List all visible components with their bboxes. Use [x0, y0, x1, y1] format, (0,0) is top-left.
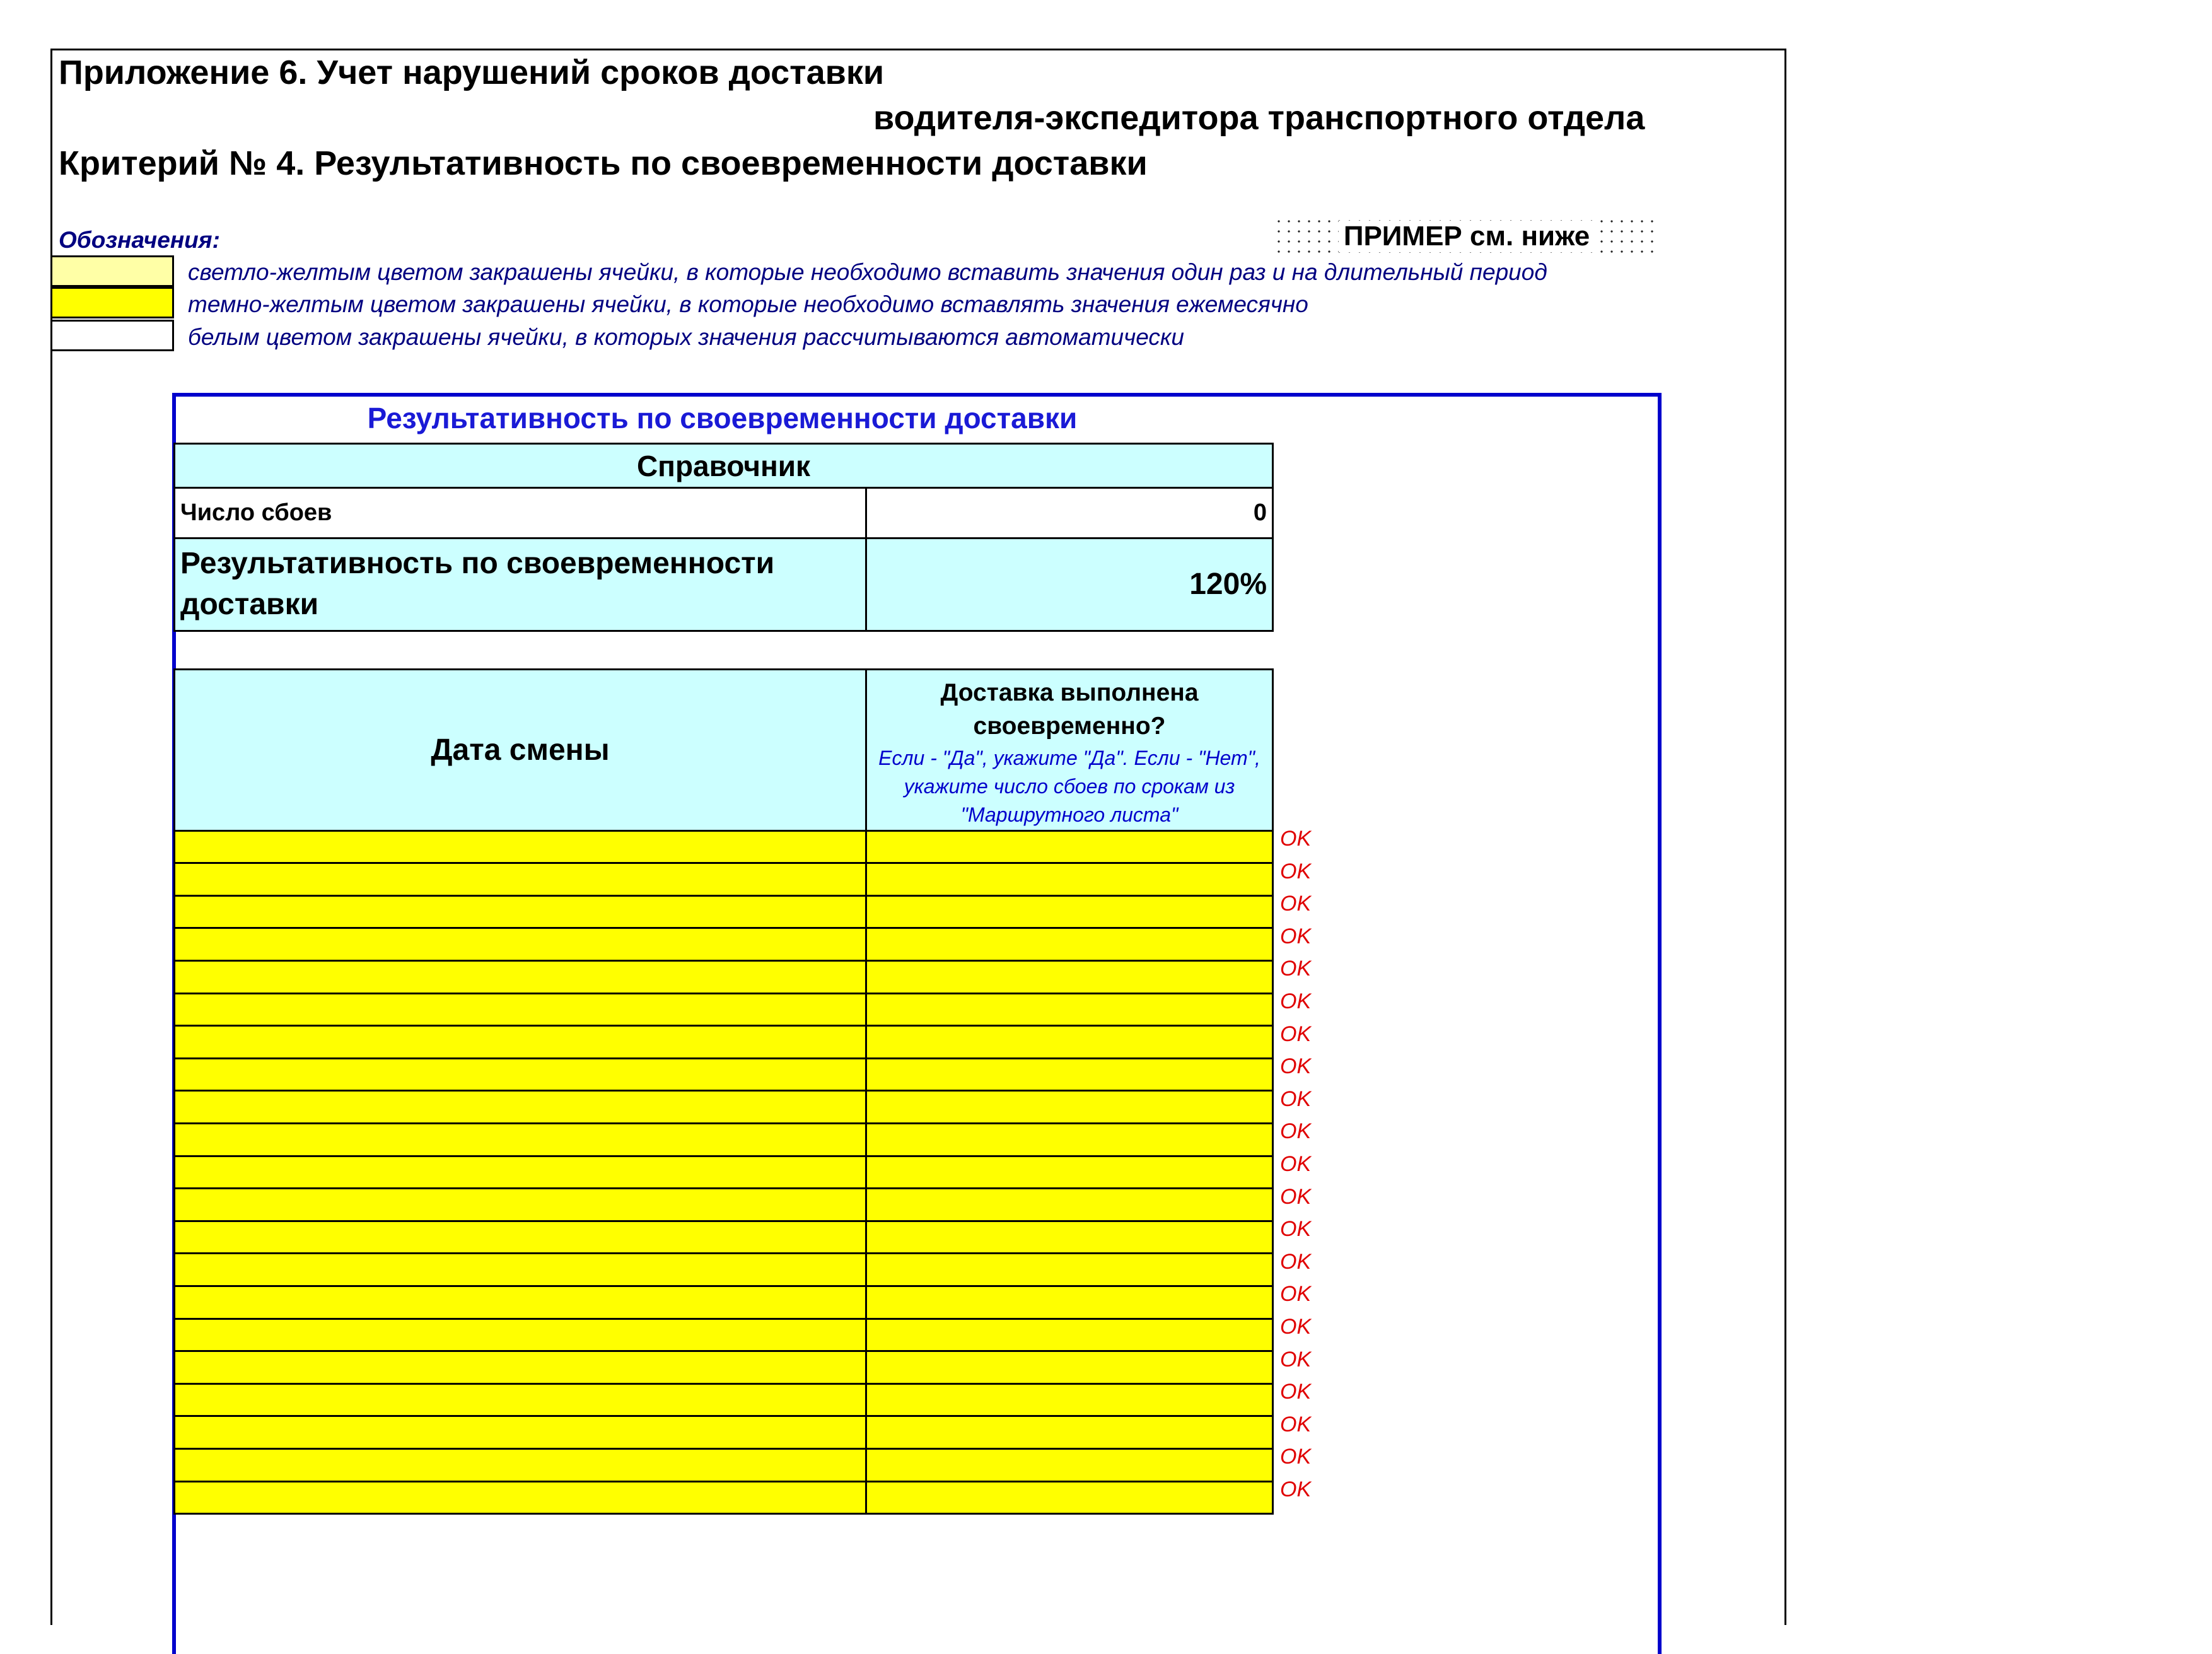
row-status: OK [1280, 827, 1312, 851]
reference-table [173, 443, 1274, 632]
delivery-on-time-cell[interactable] [866, 1383, 1273, 1416]
row-status: OK [1280, 1314, 1312, 1339]
shift-date-cell[interactable] [175, 993, 866, 1026]
effectiveness-value[interactable]: 120% [866, 539, 1273, 631]
row-status: OK [1280, 957, 1312, 981]
row-status: OK [1280, 1380, 1312, 1404]
table-row [175, 830, 1273, 863]
table-row [175, 1091, 1273, 1124]
row-status: OK [1280, 924, 1312, 948]
shift-date-cell[interactable] [175, 1091, 866, 1124]
delivery-on-time-cell[interactable] [866, 1221, 1273, 1254]
table-row [175, 895, 1273, 928]
header-line-1: Приложение 6. Учет нарушений сроков доставки [59, 54, 885, 91]
failures-value[interactable]: 0 [866, 488, 1273, 539]
delivery-on-time-cell[interactable] [866, 1189, 1273, 1221]
delivery-on-time-cell[interactable] [866, 1448, 1273, 1481]
delivery-on-time-cell[interactable] [866, 1351, 1273, 1384]
table-row [175, 1481, 1273, 1514]
row-status: OK [1280, 892, 1312, 916]
table-row [175, 1156, 1273, 1189]
header-line-3: Критерий № 4. Результативность по своевременности доставки [59, 144, 1148, 182]
delivery-on-time-cell[interactable] [866, 1319, 1273, 1351]
column-header-delivery-on-time [866, 670, 1273, 831]
table-row [175, 1351, 1273, 1384]
row-status: OK [1280, 1445, 1312, 1469]
row-status: OK [1280, 1347, 1312, 1372]
row-status: OK [1280, 1217, 1312, 1242]
shift-date-cell[interactable] [175, 1351, 866, 1384]
shift-date-cell[interactable] [175, 1189, 866, 1221]
shift-date-cell[interactable] [175, 1383, 866, 1416]
row-status: OK [1280, 989, 1312, 1013]
legend-swatch-dark-yellow [50, 287, 174, 318]
failures-label: Число сбоев [175, 488, 866, 539]
sample-label: ПРИМЕР см. ниже [1339, 221, 1595, 252]
row-status: OK [1280, 1282, 1312, 1307]
table-row [175, 1026, 1273, 1059]
result-box-title: Результативность по своевременности доставки [367, 402, 1078, 434]
header-line-2: водителя-экспедитора транспортного отдела [873, 99, 1645, 137]
legend-text-dark-yellow: темно-желтым цветом закрашены ячейки, в которые необходимо вставлять значения ежемесячно [188, 291, 1308, 317]
table-row [175, 1383, 1273, 1416]
column-header-shift-date: Дата смены [175, 670, 866, 831]
shift-date-cell[interactable] [175, 1319, 866, 1351]
shift-date-cell[interactable] [175, 1058, 866, 1091]
row-status: OK [1280, 1054, 1312, 1079]
shift-date-cell[interactable] [175, 928, 866, 961]
delivery-on-time-cell[interactable] [866, 993, 1273, 1026]
table-row [175, 1448, 1273, 1481]
table-row [175, 1221, 1273, 1254]
status-column [1274, 823, 1311, 1506]
shift-date-cell[interactable] [175, 1448, 866, 1481]
row-status: OK [1280, 859, 1312, 883]
delivery-on-time-cell[interactable] [866, 1026, 1273, 1059]
table-row [175, 928, 1273, 961]
table-row [175, 1058, 1273, 1091]
table-row [175, 863, 1273, 896]
delivery-on-time-cell[interactable] [866, 1416, 1273, 1449]
delivery-table [173, 668, 1274, 1515]
table-row [175, 1319, 1273, 1351]
shift-date-cell[interactable] [175, 1254, 866, 1286]
table-row [175, 993, 1273, 1026]
shift-date-cell[interactable] [175, 1026, 866, 1059]
shift-date-cell[interactable] [175, 1221, 866, 1254]
table-row [175, 1124, 1273, 1156]
delivery-on-time-cell[interactable] [866, 895, 1273, 928]
delivery-on-time-cell[interactable] [866, 863, 1273, 896]
shift-date-cell[interactable] [175, 1286, 866, 1319]
legend-text-light-yellow: светло-желтым цветом закрашены ячейки, в которые необходимо вставить значения один раз и на длительный период [188, 259, 1547, 285]
delivery-on-time-cell[interactable] [866, 830, 1273, 863]
row-status: OK [1280, 1151, 1312, 1176]
sample-label-box [1274, 216, 1660, 257]
reference-header: Справочник [175, 444, 1273, 488]
row-status: OK [1280, 1022, 1312, 1046]
shift-date-cell[interactable] [175, 1416, 866, 1449]
delivery-on-time-cell[interactable] [866, 1286, 1273, 1319]
table-row [175, 1416, 1273, 1449]
shift-date-cell[interactable] [175, 1481, 866, 1514]
shift-date-cell[interactable] [175, 895, 866, 928]
row-status: OK [1280, 1184, 1312, 1209]
delivery-on-time-cell[interactable] [866, 1254, 1273, 1286]
table-row [175, 961, 1273, 994]
column-header-delivery-title: Доставка выполнена своевременно? [940, 679, 1199, 740]
shift-date-cell[interactable] [175, 961, 866, 994]
shift-date-cell[interactable] [175, 830, 866, 863]
row-status: OK [1280, 1477, 1312, 1501]
row-status: OK [1280, 1249, 1312, 1274]
delivery-on-time-cell[interactable] [866, 961, 1273, 994]
row-status: OK [1280, 1119, 1312, 1144]
row-status: OK [1280, 1086, 1312, 1111]
delivery-on-time-cell[interactable] [866, 1481, 1273, 1514]
delivery-on-time-cell[interactable] [866, 1124, 1273, 1156]
column-header-delivery-note: Если - "Да", укажите "Да". Если - "Нет", укажите число сбоев по срокам из "Маршрутного листа" [878, 747, 1260, 826]
legend-title: Обозначения: [59, 227, 220, 253]
legend-swatch-light-yellow [50, 255, 174, 287]
legend-swatch-white [50, 320, 174, 351]
table-row [175, 1189, 1273, 1221]
effectiveness-label: Результативность по своевременности доставки [175, 539, 866, 631]
row-status: OK [1280, 1412, 1312, 1436]
delivery-on-time-cell[interactable] [866, 1156, 1273, 1189]
shift-date-cell[interactable] [175, 863, 866, 896]
legend-text-white: белым цветом закрашены ячейки, в которых значения рассчитываются автоматически [188, 324, 1184, 350]
table-row [175, 1286, 1273, 1319]
shift-date-cell[interactable] [175, 1156, 866, 1189]
delivery-on-time-cell[interactable] [866, 1091, 1273, 1124]
delivery-on-time-cell[interactable] [866, 928, 1273, 961]
delivery-on-time-cell[interactable] [866, 1058, 1273, 1091]
shift-date-cell[interactable] [175, 1124, 866, 1156]
table-row [175, 1254, 1273, 1286]
